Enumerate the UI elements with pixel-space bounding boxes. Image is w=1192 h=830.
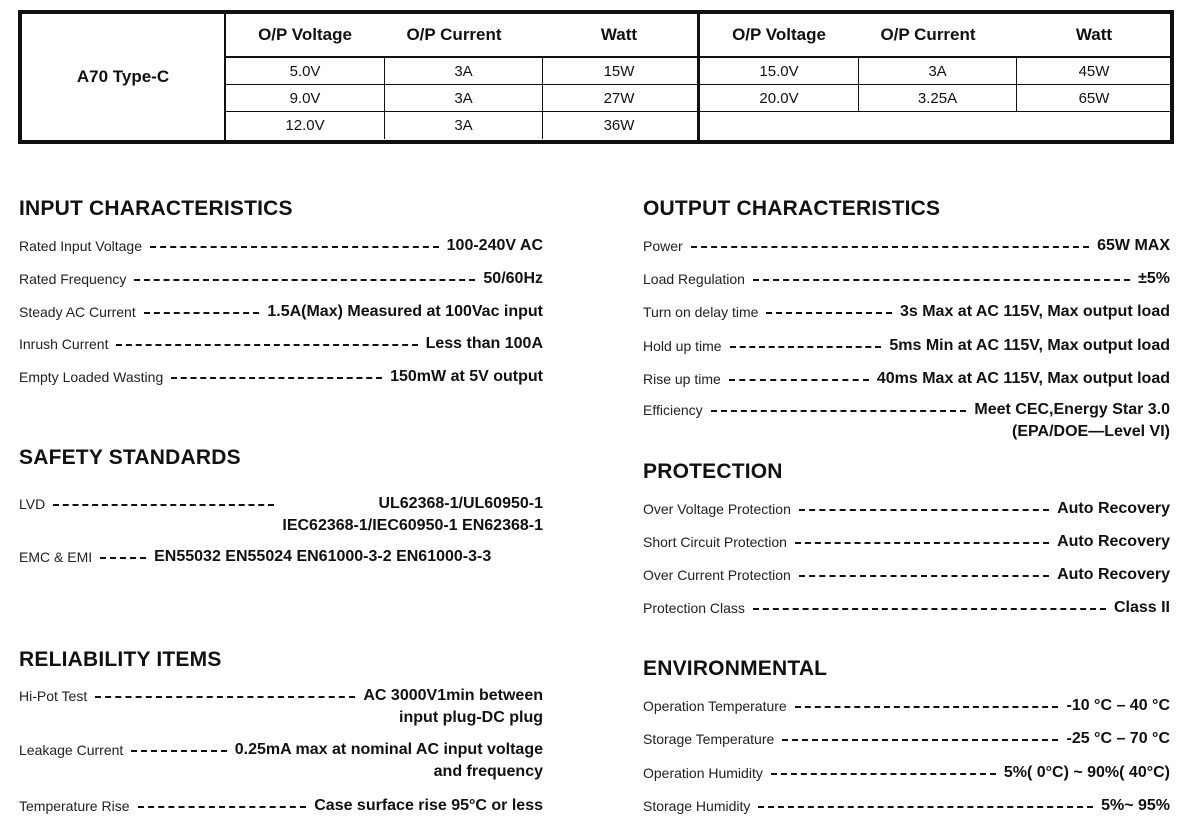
cell-current: 3.25A — [858, 85, 1017, 111]
leader-dots — [799, 498, 1049, 511]
spec-value: 3s Max at AC 115V, Max output load — [899, 303, 1170, 320]
spec-row — [643, 399, 1170, 440]
leader-dots — [782, 728, 1058, 741]
leader-dots — [116, 333, 417, 346]
leader-dots — [134, 268, 475, 281]
cell-watt: 36W — [603, 117, 635, 134]
spec-label: Rated Input Voltage — [19, 238, 142, 254]
spec-row — [643, 695, 1170, 717]
spec-row — [643, 597, 1170, 619]
spec-value: -10 °C – 40 °C — [1066, 697, 1170, 714]
cell-current: 3A — [384, 58, 543, 84]
spec-value: EN55032 EN55024 EN61000-3-2 EN61000-3-3 — [154, 548, 492, 565]
cell-watt: 45W — [1078, 62, 1110, 80]
spec-value: UL62368-1/UL60950-1 IEC62368-1/IEC60950-1 EN62368-1 — [282, 495, 543, 534]
spec-row — [19, 546, 543, 568]
spec-label: Storage Temperature — [643, 731, 775, 747]
leader-dots — [795, 695, 1059, 708]
cell-voltage: 5.0V — [289, 62, 321, 80]
spec-value: Class II — [1113, 599, 1170, 616]
spec-value: 1.5A(Max) Measured at 100Vac input — [267, 303, 543, 320]
table-row — [226, 85, 697, 112]
table-row — [226, 112, 697, 139]
spec-row — [643, 235, 1170, 257]
spec-label: Power — [643, 238, 683, 254]
cell-current: 3A — [384, 85, 543, 111]
spec-label: Steady AC Current — [19, 304, 136, 320]
leader-dots — [131, 739, 226, 752]
spec-row — [643, 498, 1170, 520]
table-row — [700, 58, 1170, 85]
table-row — [700, 85, 1170, 112]
header-current: O/P Current — [880, 25, 976, 44]
spec-label: Short Circuit Protection — [643, 534, 787, 550]
table-row-empty — [700, 112, 1170, 139]
environmental-section-title: ENVIRONMENTAL — [643, 657, 828, 680]
spec-label: Efficiency — [643, 402, 703, 418]
header-voltage: O/P Voltage — [258, 25, 352, 44]
header-current: O/P Current — [406, 25, 502, 44]
spec-value: AC 3000V1min between input plug-DC plug — [363, 687, 543, 726]
spec-value: 40ms Max at AC 115V, Max output load — [876, 370, 1170, 387]
spec-row — [19, 268, 543, 290]
leader-dots — [144, 301, 260, 314]
leader-dots — [758, 795, 1093, 808]
spec-value: 0.25mA max at nominal AC input voltage and frequency — [234, 741, 543, 780]
cell-watt: 65W — [1078, 89, 1110, 107]
header-watt: Watt — [600, 25, 638, 44]
spec-label: Hi-Pot Test — [19, 688, 88, 704]
leader-dots — [95, 685, 355, 698]
leader-dots — [753, 597, 1106, 610]
leader-dots — [771, 762, 996, 775]
cell-current: 3A — [384, 112, 543, 139]
leader-dots — [730, 335, 882, 348]
spec-row — [19, 235, 543, 257]
spec-value: 100-240V AC — [446, 237, 543, 254]
spec-row — [19, 739, 543, 780]
spec-label: Load Regulation — [643, 271, 745, 287]
table-header-row — [700, 14, 1170, 58]
spec-label: Leakage Current — [19, 742, 124, 758]
spec-label: Protection Class — [643, 600, 745, 616]
cell-watt: 15W — [603, 62, 635, 80]
spec-label: Over Voltage Protection — [643, 501, 791, 517]
spec-row — [643, 301, 1170, 323]
safety-section-title: SAFETY STANDARDS — [19, 446, 241, 469]
model-name: A70 Type-C — [22, 14, 226, 140]
spec-row — [19, 366, 543, 388]
spec-label: Hold up time — [643, 338, 722, 354]
spec-row — [643, 564, 1170, 586]
spec-value: Auto Recovery — [1057, 500, 1170, 517]
protection-section-title: PROTECTION — [643, 460, 783, 483]
leader-dots — [711, 399, 967, 412]
spec-label: Empty Loaded Wasting — [19, 369, 164, 385]
leader-dots — [138, 795, 307, 808]
spec-row — [19, 333, 543, 355]
table-left-half — [226, 14, 697, 140]
spec-label: Turn on delay time — [643, 304, 759, 320]
output-section-title: OUTPUT CHARACTERISTICS — [643, 197, 941, 220]
spec-label: Storage Humidity — [643, 798, 751, 814]
spec-value: 50/60Hz — [483, 270, 543, 287]
spec-value: 5%( 0°C) ~ 90%( 40°C) — [1003, 764, 1170, 781]
cell-voltage: 20.0V — [759, 89, 799, 107]
spec-label: Inrush Current — [19, 336, 109, 352]
spec-row — [643, 795, 1170, 817]
spec-value: -25 °C – 70 °C — [1066, 730, 1170, 747]
leader-dots — [691, 235, 1089, 248]
output-spec-table — [18, 10, 1174, 144]
spec-label: Rise up time — [643, 371, 721, 387]
leader-dots — [795, 531, 1049, 544]
spec-value: ±5% — [1138, 270, 1170, 287]
spec-value: 5ms Min at AC 115V, Max output load — [889, 337, 1170, 354]
leader-dots — [729, 368, 869, 381]
leader-dots — [799, 564, 1049, 577]
cell-voltage: 9.0V — [289, 89, 321, 107]
spec-label: Rated Frequency — [19, 271, 127, 287]
spec-row — [643, 368, 1170, 390]
spec-row — [643, 268, 1170, 290]
spec-label: Operation Temperature — [643, 698, 787, 714]
spec-value: Case surface rise 95°C or less — [314, 797, 543, 814]
spec-label: Operation Humidity — [643, 765, 763, 781]
spec-row — [643, 728, 1170, 750]
spec-row — [643, 531, 1170, 553]
spec-row — [19, 685, 543, 726]
spec-value: Auto Recovery — [1057, 533, 1170, 550]
table-header-row — [226, 14, 697, 58]
cell-voltage: 15.0V — [759, 62, 799, 80]
leader-dots — [150, 235, 439, 248]
spec-row — [19, 795, 543, 817]
spec-value: Meet CEC,Energy Star 3.0 (EPA/DOE—Level VI) — [974, 401, 1170, 440]
spec-value: Less than 100A — [425, 335, 543, 352]
cell-voltage: 12.0V — [285, 117, 325, 134]
spec-value: 5%~ 95% — [1101, 797, 1170, 814]
cell-watt: 27W — [603, 89, 635, 107]
leader-dots — [53, 493, 274, 506]
spec-row — [19, 493, 543, 534]
header-voltage: O/P Voltage — [732, 25, 826, 44]
spec-label: Over Current Protection — [643, 567, 791, 583]
spec-row — [643, 762, 1170, 784]
cell-current: 3A — [858, 58, 1017, 84]
spec-row — [643, 335, 1170, 357]
spec-row — [19, 301, 543, 323]
table-row — [226, 58, 697, 85]
leader-dots — [766, 301, 892, 314]
spec-value: 150mW at 5V output — [390, 368, 543, 385]
input-section-title: INPUT CHARACTERISTICS — [19, 197, 293, 220]
spec-label: EMC & EMI — [19, 549, 93, 565]
spec-label: LVD — [19, 496, 46, 512]
table-right-half — [697, 14, 1170, 140]
spec-value: 65W MAX — [1097, 237, 1170, 254]
spec-value: Auto Recovery — [1057, 566, 1170, 583]
spec-label: Temperature Rise — [19, 798, 130, 814]
header-watt: Watt — [1075, 25, 1113, 44]
leader-dots — [753, 268, 1130, 281]
reliability-section-title: RELIABILITY ITEMS — [19, 648, 222, 671]
leader-dots — [171, 366, 382, 379]
leader-dots — [100, 546, 146, 559]
